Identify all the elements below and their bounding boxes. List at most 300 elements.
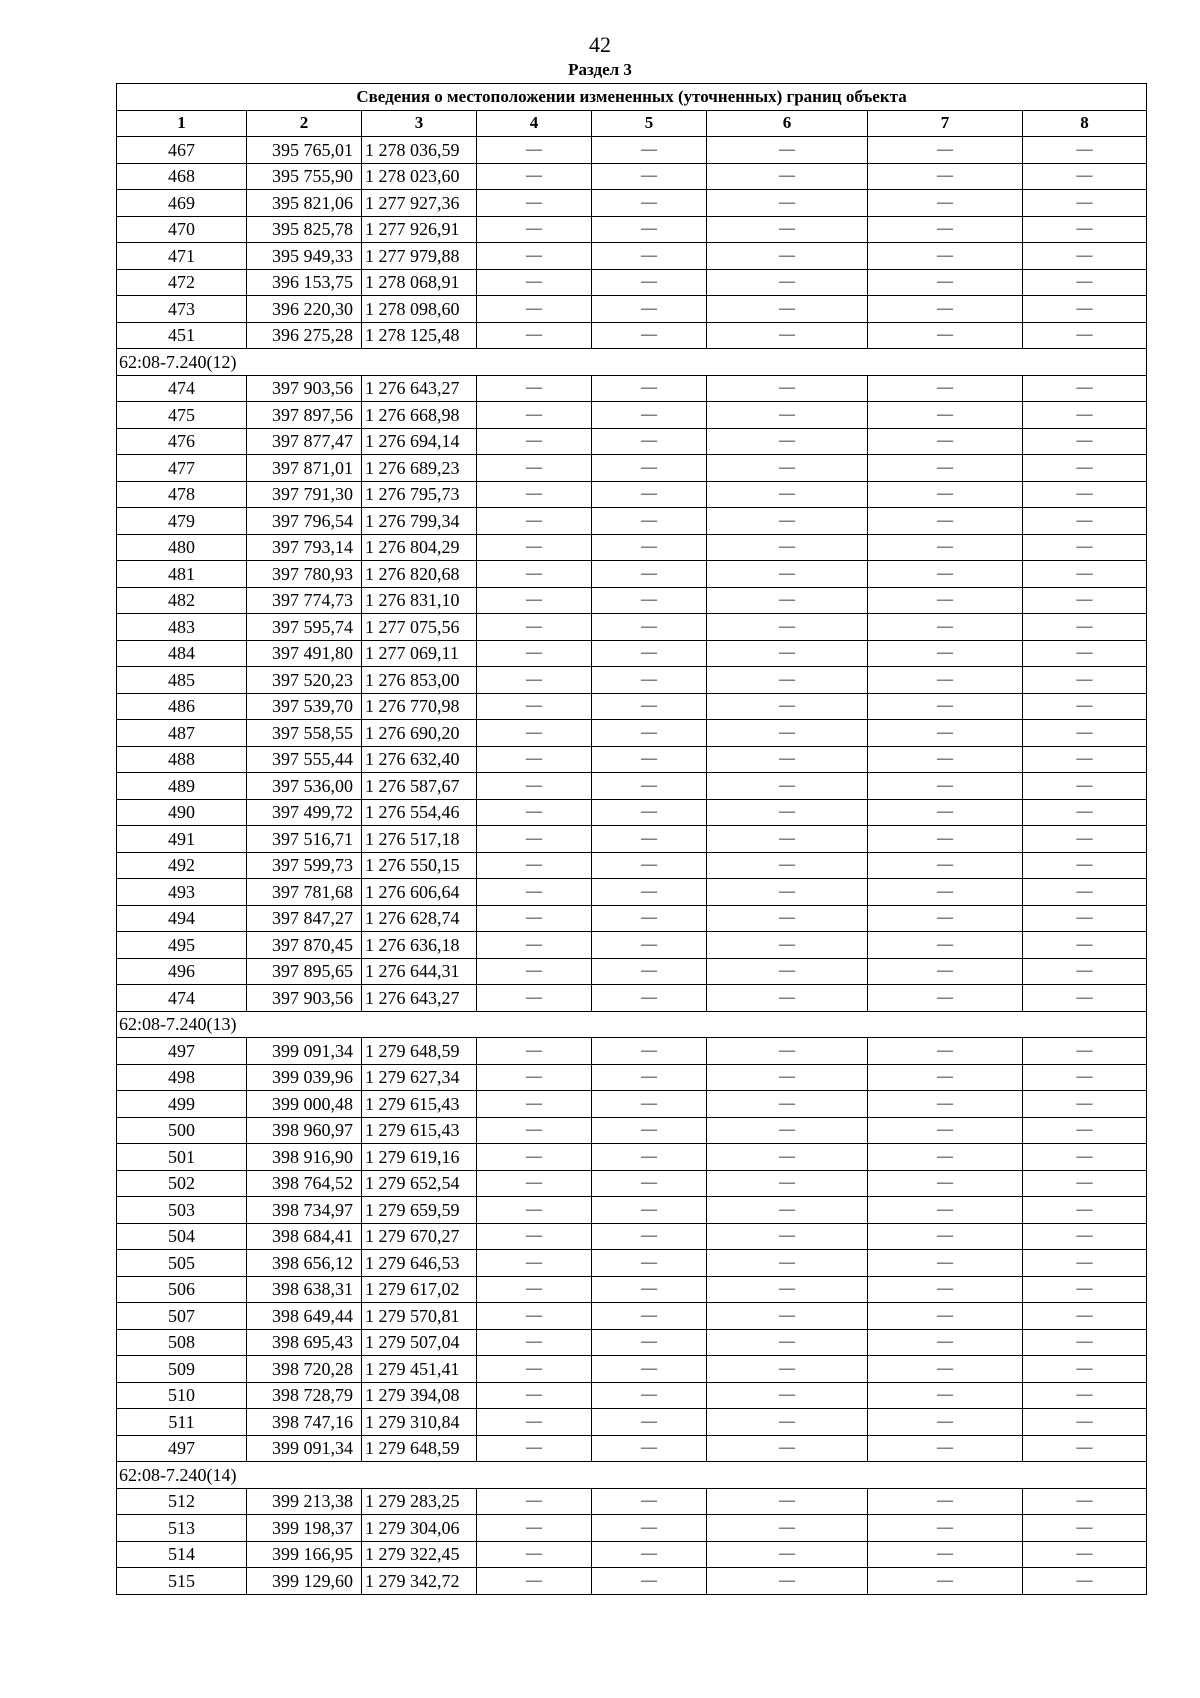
empty-dash-cell: — (592, 587, 707, 614)
x-coordinate-cell: 397 599,73 (247, 852, 362, 879)
x-coordinate-cell: 398 638,31 (247, 1276, 362, 1303)
y-coordinate-cell: 1 276 831,10 (362, 587, 477, 614)
empty-dash-cell: — (477, 296, 592, 323)
point-number-cell: 476 (117, 428, 247, 455)
point-number-cell: 508 (117, 1329, 247, 1356)
empty-dash-cell: — (707, 296, 868, 323)
column-header: 7 (868, 110, 1023, 137)
table-row (117, 1170, 1147, 1197)
table-row (117, 640, 1147, 667)
empty-dash-cell: — (592, 243, 707, 270)
empty-dash-cell: — (477, 1488, 592, 1515)
empty-dash-cell: — (477, 667, 592, 694)
empty-dash-cell: — (592, 1568, 707, 1595)
column-header: 8 (1023, 110, 1147, 137)
empty-dash-cell: — (1023, 1091, 1147, 1118)
y-coordinate-cell: 1 276 643,27 (362, 985, 477, 1012)
y-coordinate-cell: 1 278 098,60 (362, 296, 477, 323)
empty-dash-cell: — (592, 720, 707, 747)
empty-dash-cell: — (477, 269, 592, 296)
parcel-group-label: 62:08-7.240(12) (117, 349, 1147, 376)
empty-dash-cell: — (1023, 1223, 1147, 1250)
y-coordinate-cell: 1 279 322,45 (362, 1541, 477, 1568)
table-row (117, 534, 1147, 561)
empty-dash-cell: — (1023, 402, 1147, 429)
y-coordinate-cell: 1 276 550,15 (362, 852, 477, 879)
empty-dash-cell: — (592, 296, 707, 323)
x-coordinate-cell: 398 656,12 (247, 1250, 362, 1277)
y-coordinate-cell: 1 279 304,06 (362, 1515, 477, 1542)
x-coordinate-cell: 397 793,14 (247, 534, 362, 561)
y-coordinate-cell: 1 279 627,34 (362, 1064, 477, 1091)
table-row (117, 1303, 1147, 1330)
y-coordinate-cell: 1 276 853,00 (362, 667, 477, 694)
empty-dash-cell: — (1023, 879, 1147, 906)
y-coordinate-cell: 1 279 619,16 (362, 1144, 477, 1171)
y-coordinate-cell: 1 276 804,29 (362, 534, 477, 561)
y-coordinate-cell: 1 279 310,84 (362, 1409, 477, 1436)
empty-dash-cell: — (707, 561, 868, 588)
point-number-cell: 483 (117, 614, 247, 641)
empty-dash-cell: — (868, 1356, 1023, 1383)
x-coordinate-cell: 398 916,90 (247, 1144, 362, 1171)
y-coordinate-cell: 1 279 652,54 (362, 1170, 477, 1197)
empty-dash-cell: — (592, 508, 707, 535)
table-row (117, 322, 1147, 349)
empty-dash-cell: — (592, 667, 707, 694)
y-coordinate-cell: 1 279 342,72 (362, 1568, 477, 1595)
x-coordinate-cell: 397 871,01 (247, 455, 362, 482)
empty-dash-cell: — (1023, 693, 1147, 720)
x-coordinate-cell: 397 781,68 (247, 879, 362, 906)
table-row (117, 932, 1147, 959)
table-row (117, 985, 1147, 1012)
empty-dash-cell: — (477, 958, 592, 985)
empty-dash-cell: — (707, 1038, 868, 1065)
table-row (117, 1356, 1147, 1383)
point-number-cell: 472 (117, 269, 247, 296)
empty-dash-cell: — (477, 1303, 592, 1330)
x-coordinate-cell: 399 091,34 (247, 1435, 362, 1462)
empty-dash-cell: — (477, 1541, 592, 1568)
empty-dash-cell: — (592, 693, 707, 720)
table-row (117, 693, 1147, 720)
empty-dash-cell: — (477, 243, 592, 270)
empty-dash-cell: — (592, 216, 707, 243)
empty-dash-cell: — (477, 1356, 592, 1383)
point-number-cell: 506 (117, 1276, 247, 1303)
empty-dash-cell: — (707, 1303, 868, 1330)
empty-dash-cell: — (592, 428, 707, 455)
empty-dash-cell: — (868, 852, 1023, 879)
empty-dash-cell: — (477, 1329, 592, 1356)
x-coordinate-cell: 398 734,97 (247, 1197, 362, 1224)
column-header: 6 (707, 110, 868, 137)
point-number-cell: 467 (117, 137, 247, 164)
y-coordinate-cell: 1 276 636,18 (362, 932, 477, 959)
empty-dash-cell: — (868, 1568, 1023, 1595)
point-number-cell: 514 (117, 1541, 247, 1568)
x-coordinate-cell: 399 129,60 (247, 1568, 362, 1595)
table-row (117, 1568, 1147, 1595)
page-number: 42 (589, 32, 611, 57)
empty-dash-cell: — (707, 720, 868, 747)
y-coordinate-cell: 1 278 023,60 (362, 163, 477, 190)
empty-dash-cell: — (868, 1091, 1023, 1118)
point-number-cell: 487 (117, 720, 247, 747)
empty-dash-cell: — (1023, 508, 1147, 535)
empty-dash-cell: — (477, 640, 592, 667)
point-number-cell: 468 (117, 163, 247, 190)
empty-dash-cell: — (1023, 190, 1147, 217)
x-coordinate-cell: 395 765,01 (247, 137, 362, 164)
empty-dash-cell: — (868, 296, 1023, 323)
point-number-cell: 498 (117, 1064, 247, 1091)
table-row (117, 852, 1147, 879)
point-number-cell: 503 (117, 1197, 247, 1224)
empty-dash-cell: — (707, 455, 868, 482)
section-title: Раздел 3 (568, 60, 632, 79)
empty-dash-cell: — (477, 587, 592, 614)
empty-dash-cell: — (1023, 1276, 1147, 1303)
empty-dash-cell: — (592, 1488, 707, 1515)
empty-dash-cell: — (592, 773, 707, 800)
empty-dash-cell: — (592, 163, 707, 190)
empty-dash-cell: — (592, 402, 707, 429)
empty-dash-cell: — (477, 1091, 592, 1118)
point-number-cell: 479 (117, 508, 247, 535)
empty-dash-cell: — (707, 322, 868, 349)
empty-dash-cell: — (1023, 773, 1147, 800)
empty-dash-cell: — (868, 1144, 1023, 1171)
empty-dash-cell: — (707, 1144, 868, 1171)
y-coordinate-cell: 1 277 979,88 (362, 243, 477, 270)
x-coordinate-cell: 398 747,16 (247, 1409, 362, 1436)
point-number-cell: 504 (117, 1223, 247, 1250)
empty-dash-cell: — (868, 1409, 1023, 1436)
point-number-cell: 492 (117, 852, 247, 879)
table-row (117, 1409, 1147, 1436)
empty-dash-cell: — (1023, 932, 1147, 959)
empty-dash-cell: — (477, 455, 592, 482)
empty-dash-cell: — (592, 826, 707, 853)
column-header: 1 (117, 110, 247, 137)
empty-dash-cell: — (707, 852, 868, 879)
empty-dash-cell: — (1023, 216, 1147, 243)
empty-dash-cell: — (707, 1515, 868, 1542)
empty-dash-cell: — (868, 508, 1023, 535)
empty-dash-cell: — (592, 640, 707, 667)
group-header-row (117, 349, 1147, 376)
empty-dash-cell: — (592, 1303, 707, 1330)
empty-dash-cell: — (707, 1488, 868, 1515)
empty-dash-cell: — (707, 826, 868, 853)
point-number-cell: 486 (117, 693, 247, 720)
x-coordinate-cell: 397 847,27 (247, 905, 362, 932)
empty-dash-cell: — (1023, 1568, 1147, 1595)
x-coordinate-cell: 397 499,72 (247, 799, 362, 826)
point-number-cell: 494 (117, 905, 247, 932)
empty-dash-cell: — (477, 534, 592, 561)
empty-dash-cell: — (477, 1223, 592, 1250)
empty-dash-cell: — (868, 428, 1023, 455)
table-row (117, 455, 1147, 482)
empty-dash-cell: — (868, 163, 1023, 190)
empty-dash-cell: — (868, 1038, 1023, 1065)
y-coordinate-cell: 1 279 615,43 (362, 1117, 477, 1144)
table-row (117, 958, 1147, 985)
empty-dash-cell: — (477, 1250, 592, 1277)
empty-dash-cell: — (868, 614, 1023, 641)
table-row (117, 614, 1147, 641)
table-row (117, 826, 1147, 853)
empty-dash-cell: — (707, 1435, 868, 1462)
y-coordinate-cell: 1 279 615,43 (362, 1091, 477, 1118)
empty-dash-cell: — (1023, 455, 1147, 482)
empty-dash-cell: — (477, 720, 592, 747)
empty-dash-cell: — (592, 879, 707, 906)
table-row (117, 773, 1147, 800)
empty-dash-cell: — (868, 481, 1023, 508)
empty-dash-cell: — (707, 773, 868, 800)
point-number-cell: 475 (117, 402, 247, 429)
empty-dash-cell: — (477, 905, 592, 932)
empty-dash-cell: — (592, 1356, 707, 1383)
empty-dash-cell: — (1023, 1329, 1147, 1356)
empty-dash-cell: — (707, 587, 868, 614)
table-row (117, 163, 1147, 190)
x-coordinate-cell: 395 821,06 (247, 190, 362, 217)
table-row (117, 561, 1147, 588)
point-number-cell: 495 (117, 932, 247, 959)
empty-dash-cell: — (1023, 1488, 1147, 1515)
empty-dash-cell: — (868, 1276, 1023, 1303)
empty-dash-cell: — (592, 137, 707, 164)
y-coordinate-cell: 1 276 587,67 (362, 773, 477, 800)
empty-dash-cell: — (1023, 375, 1147, 402)
column-header: 2 (247, 110, 362, 137)
y-coordinate-cell: 1 276 689,23 (362, 455, 477, 482)
empty-dash-cell: — (477, 1064, 592, 1091)
empty-dash-cell: — (1023, 1515, 1147, 1542)
empty-dash-cell: — (868, 640, 1023, 667)
empty-dash-cell: — (707, 799, 868, 826)
y-coordinate-cell: 1 276 632,40 (362, 746, 477, 773)
empty-dash-cell: — (477, 508, 592, 535)
empty-dash-cell: — (477, 1170, 592, 1197)
table-row (117, 1329, 1147, 1356)
x-coordinate-cell: 398 764,52 (247, 1170, 362, 1197)
table-row (117, 137, 1147, 164)
table-row (117, 190, 1147, 217)
empty-dash-cell: — (707, 402, 868, 429)
table-row (117, 1064, 1147, 1091)
empty-dash-cell: — (868, 1541, 1023, 1568)
empty-dash-cell: — (477, 137, 592, 164)
x-coordinate-cell: 398 684,41 (247, 1223, 362, 1250)
empty-dash-cell: — (707, 879, 868, 906)
y-coordinate-cell: 1 279 394,08 (362, 1382, 477, 1409)
empty-dash-cell: — (707, 1382, 868, 1409)
empty-dash-cell: — (707, 269, 868, 296)
table-row (117, 1382, 1147, 1409)
empty-dash-cell: — (868, 375, 1023, 402)
x-coordinate-cell: 397 536,00 (247, 773, 362, 800)
empty-dash-cell: — (477, 163, 592, 190)
empty-dash-cell: — (868, 561, 1023, 588)
empty-dash-cell: — (1023, 1038, 1147, 1065)
empty-dash-cell: — (868, 216, 1023, 243)
empty-dash-cell: — (707, 1541, 868, 1568)
group-header-row (117, 1462, 1147, 1489)
empty-dash-cell: — (1023, 428, 1147, 455)
empty-dash-cell: — (477, 1435, 592, 1462)
point-number-cell: 451 (117, 322, 247, 349)
x-coordinate-cell: 397 516,71 (247, 826, 362, 853)
column-header: 5 (592, 110, 707, 137)
empty-dash-cell: — (1023, 1197, 1147, 1224)
point-number-cell: 500 (117, 1117, 247, 1144)
table-row (117, 1091, 1147, 1118)
empty-dash-cell: — (707, 1064, 868, 1091)
x-coordinate-cell: 395 755,90 (247, 163, 362, 190)
x-coordinate-cell: 397 796,54 (247, 508, 362, 535)
empty-dash-cell: — (1023, 534, 1147, 561)
table-row (117, 667, 1147, 694)
empty-dash-cell: — (592, 1064, 707, 1091)
empty-dash-cell: — (868, 958, 1023, 985)
empty-dash-cell: — (477, 614, 592, 641)
point-number-cell: 473 (117, 296, 247, 323)
table-row (117, 1117, 1147, 1144)
empty-dash-cell: — (592, 455, 707, 482)
empty-dash-cell: — (868, 1435, 1023, 1462)
empty-dash-cell: — (477, 852, 592, 879)
empty-dash-cell: — (592, 190, 707, 217)
empty-dash-cell: — (1023, 1303, 1147, 1330)
table-row (117, 1250, 1147, 1277)
y-coordinate-cell: 1 277 075,56 (362, 614, 477, 641)
empty-dash-cell: — (477, 561, 592, 588)
empty-dash-cell: — (868, 1329, 1023, 1356)
empty-dash-cell: — (707, 1329, 868, 1356)
y-coordinate-cell: 1 279 451,41 (362, 1356, 477, 1383)
empty-dash-cell: — (868, 190, 1023, 217)
x-coordinate-cell: 397 774,73 (247, 587, 362, 614)
empty-dash-cell: — (477, 402, 592, 429)
table-row (117, 1541, 1147, 1568)
empty-dash-cell: — (477, 1276, 592, 1303)
x-coordinate-cell: 397 903,56 (247, 985, 362, 1012)
empty-dash-cell: — (1023, 1064, 1147, 1091)
empty-dash-cell: — (592, 269, 707, 296)
point-number-cell: 490 (117, 799, 247, 826)
y-coordinate-cell: 1 276 820,68 (362, 561, 477, 588)
empty-dash-cell: — (868, 534, 1023, 561)
empty-dash-cell: — (477, 985, 592, 1012)
empty-dash-cell: — (592, 481, 707, 508)
empty-dash-cell: — (868, 985, 1023, 1012)
empty-dash-cell: — (707, 1091, 868, 1118)
x-coordinate-cell: 397 870,45 (247, 932, 362, 959)
x-coordinate-cell: 395 825,78 (247, 216, 362, 243)
empty-dash-cell: — (868, 322, 1023, 349)
empty-dash-cell: — (868, 667, 1023, 694)
x-coordinate-cell: 397 595,74 (247, 614, 362, 641)
empty-dash-cell: — (1023, 137, 1147, 164)
empty-dash-cell: — (707, 667, 868, 694)
table-row (117, 720, 1147, 747)
point-number-cell: 501 (117, 1144, 247, 1171)
empty-dash-cell: — (477, 746, 592, 773)
parcel-group-label: 62:08-7.240(13) (117, 1011, 1147, 1038)
point-number-cell: 470 (117, 216, 247, 243)
empty-dash-cell: — (868, 1250, 1023, 1277)
point-number-cell: 499 (117, 1091, 247, 1118)
y-coordinate-cell: 1 276 644,31 (362, 958, 477, 985)
empty-dash-cell: — (592, 905, 707, 932)
table-row (117, 905, 1147, 932)
empty-dash-cell: — (707, 640, 868, 667)
point-number-cell: 515 (117, 1568, 247, 1595)
empty-dash-cell: — (592, 746, 707, 773)
empty-dash-cell: — (707, 534, 868, 561)
empty-dash-cell: — (592, 1329, 707, 1356)
empty-dash-cell: — (868, 905, 1023, 932)
x-coordinate-cell: 399 000,48 (247, 1091, 362, 1118)
empty-dash-cell: — (868, 1117, 1023, 1144)
empty-dash-cell: — (868, 402, 1023, 429)
parcel-group-label: 62:08-7.240(14) (117, 1462, 1147, 1489)
x-coordinate-cell: 398 720,28 (247, 1356, 362, 1383)
empty-dash-cell: — (477, 932, 592, 959)
empty-dash-cell: — (1023, 852, 1147, 879)
empty-dash-cell: — (868, 1488, 1023, 1515)
point-number-cell: 509 (117, 1356, 247, 1383)
table-row (117, 296, 1147, 323)
empty-dash-cell: — (707, 1250, 868, 1277)
column-header-row (117, 110, 1147, 137)
empty-dash-cell: — (477, 1382, 592, 1409)
x-coordinate-cell: 397 791,30 (247, 481, 362, 508)
empty-dash-cell: — (477, 1117, 592, 1144)
empty-dash-cell: — (592, 799, 707, 826)
empty-dash-cell: — (1023, 296, 1147, 323)
empty-dash-cell: — (707, 375, 868, 402)
empty-dash-cell: — (592, 1435, 707, 1462)
x-coordinate-cell: 399 213,38 (247, 1488, 362, 1515)
empty-dash-cell: — (1023, 481, 1147, 508)
empty-dash-cell: — (707, 1170, 868, 1197)
empty-dash-cell: — (707, 243, 868, 270)
y-coordinate-cell: 1 279 670,27 (362, 1223, 477, 1250)
empty-dash-cell: — (868, 455, 1023, 482)
empty-dash-cell: — (477, 1197, 592, 1224)
point-number-cell: 477 (117, 455, 247, 482)
y-coordinate-cell: 1 279 617,02 (362, 1276, 477, 1303)
empty-dash-cell: — (868, 1064, 1023, 1091)
empty-dash-cell: — (477, 1038, 592, 1065)
x-coordinate-cell: 397 558,55 (247, 720, 362, 747)
empty-dash-cell: — (707, 481, 868, 508)
y-coordinate-cell: 1 277 069,11 (362, 640, 477, 667)
y-coordinate-cell: 1 279 283,25 (362, 1488, 477, 1515)
point-number-cell: 491 (117, 826, 247, 853)
table-row (117, 1223, 1147, 1250)
empty-dash-cell: — (1023, 243, 1147, 270)
empty-dash-cell: — (707, 1568, 868, 1595)
empty-dash-cell: — (707, 190, 868, 217)
